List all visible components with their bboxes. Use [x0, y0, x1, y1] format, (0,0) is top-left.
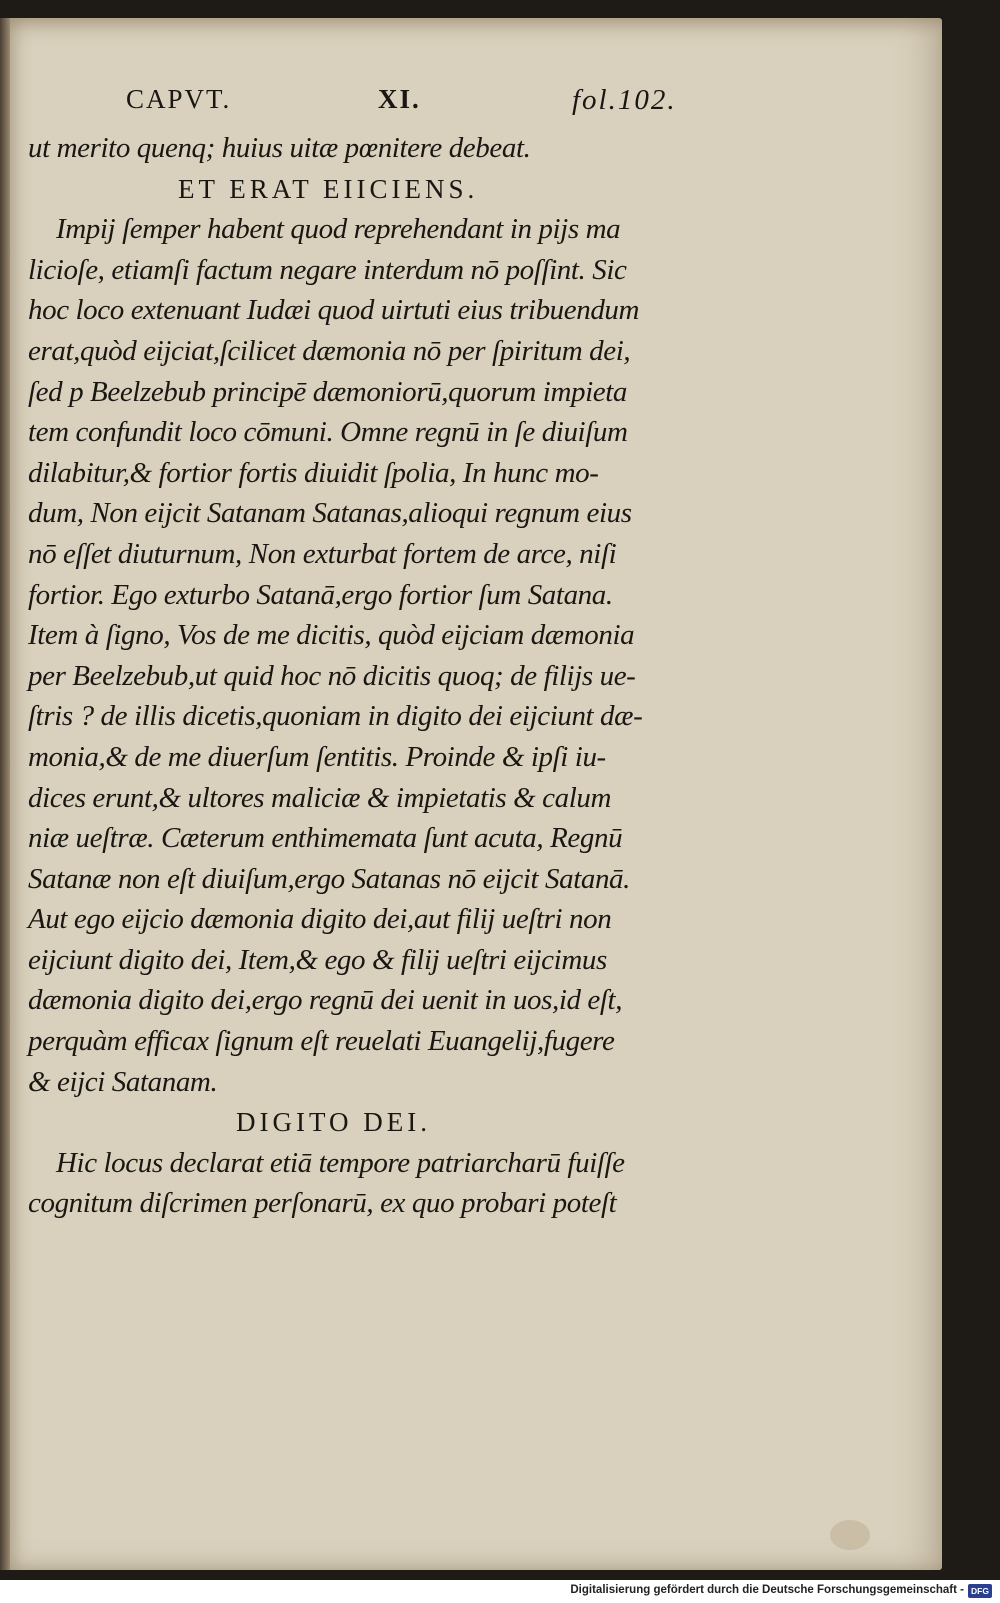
text-line: erat,quòd eijciat,ſcilicet dæmonia nō per ſpiritum dei, [28, 334, 631, 367]
text-line: cognitum diſcrimen perſonarū, ex quo probari poteſt [28, 1187, 617, 1220]
text-line: Item à ſigno, Vos de me dicitis, quòd eijciam dæmonia [28, 619, 635, 652]
text-line: hoc loco extenuant Iudæi quod uirtuti eius tribuendum [28, 294, 640, 327]
page-spine-edge [0, 18, 10, 1570]
text-line: monia,& de me diuerſum ſentitis. Proinde & ipſi iu- [28, 740, 606, 773]
text-lines [26, 128, 716, 1224]
text-line: licioſe, etiamſi factum negare interdum nō poſſint. Sic [28, 253, 627, 286]
paper-stain [830, 1520, 870, 1550]
running-head-chapter: XI. [378, 84, 421, 114]
running-head [26, 84, 716, 128]
section-heading: ET ERAT EIICIENS. [178, 173, 479, 204]
text-line: Aut ego eijcio dæmonia digito dei,aut filij ueſtri non [28, 903, 612, 936]
text-line: tem confundit loco cōmuni. Omne regnū in ſe diuiſum [28, 416, 628, 449]
digitization-credit: Digitalisierung gefördert durch die Deutsche Forschungsgemeinschaft - [570, 1584, 964, 1596]
text-line: dæmonia digito dei,ergo regnū dei uenit in uos,id eſt, [28, 984, 623, 1017]
section-heading: DIGITO DEI. [236, 1107, 431, 1138]
text-line: fortior. Ego exturbo Satanā,ergo fortior ſum Satana. [28, 578, 613, 611]
text-line: & eijci Satanam. [28, 1065, 218, 1098]
text-line: eijciunt digito dei, Item,& ego & filij ueſtri eijcimus [28, 943, 607, 976]
text-line: Hic locus declarat etiā tempore patriarcharū fuiſſe [56, 1146, 625, 1179]
text-line: Impij ſemper habent quod reprehendant in pijs ma [56, 213, 621, 246]
text-line: ſtris ? de illis dicetis,quoniam in digito dei eijciunt dæ- [28, 700, 643, 733]
text-line: Satanæ non eſt diuiſum,ergo Satanas nō eijcit Satanā. [28, 862, 631, 895]
text-line: dices erunt,& ultores maliciæ & impietatis & calum [28, 781, 612, 814]
text-line: perquàm efficax ſignum eſt reuelati Euangelij,fugere [28, 1025, 615, 1058]
text-line: ut merito quenq; huius uitæ pœnitere debeat. [28, 132, 531, 164]
text-line: nō eſſet diuturnum, Non exturbat fortem de arce, niſi [28, 537, 617, 570]
dfg-logo: DFG [968, 1584, 992, 1598]
folio-number: fol.102. [572, 84, 677, 116]
text-line: per Beelzebub,ut quid hoc nō dicitis quoq; de filijs ue- [28, 659, 636, 692]
footer-bar [0, 1580, 1000, 1603]
running-head-caput: CAPVT. [126, 84, 232, 114]
text-line: niæ ueſtræ. Cæterum enthimemata ſunt acuta, Regnū [28, 822, 623, 855]
text-line: dum, Non eijcit Satanam Satanas,alioqui regnum eius [28, 497, 632, 530]
text-line: dilabitur,& fortior fortis diuidit ſpolia, In hunc mo- [28, 456, 599, 489]
text-block [26, 84, 716, 1224]
text-line: ſed p Beelzebub principē dæmoniorū,quorum impieta [28, 375, 627, 408]
